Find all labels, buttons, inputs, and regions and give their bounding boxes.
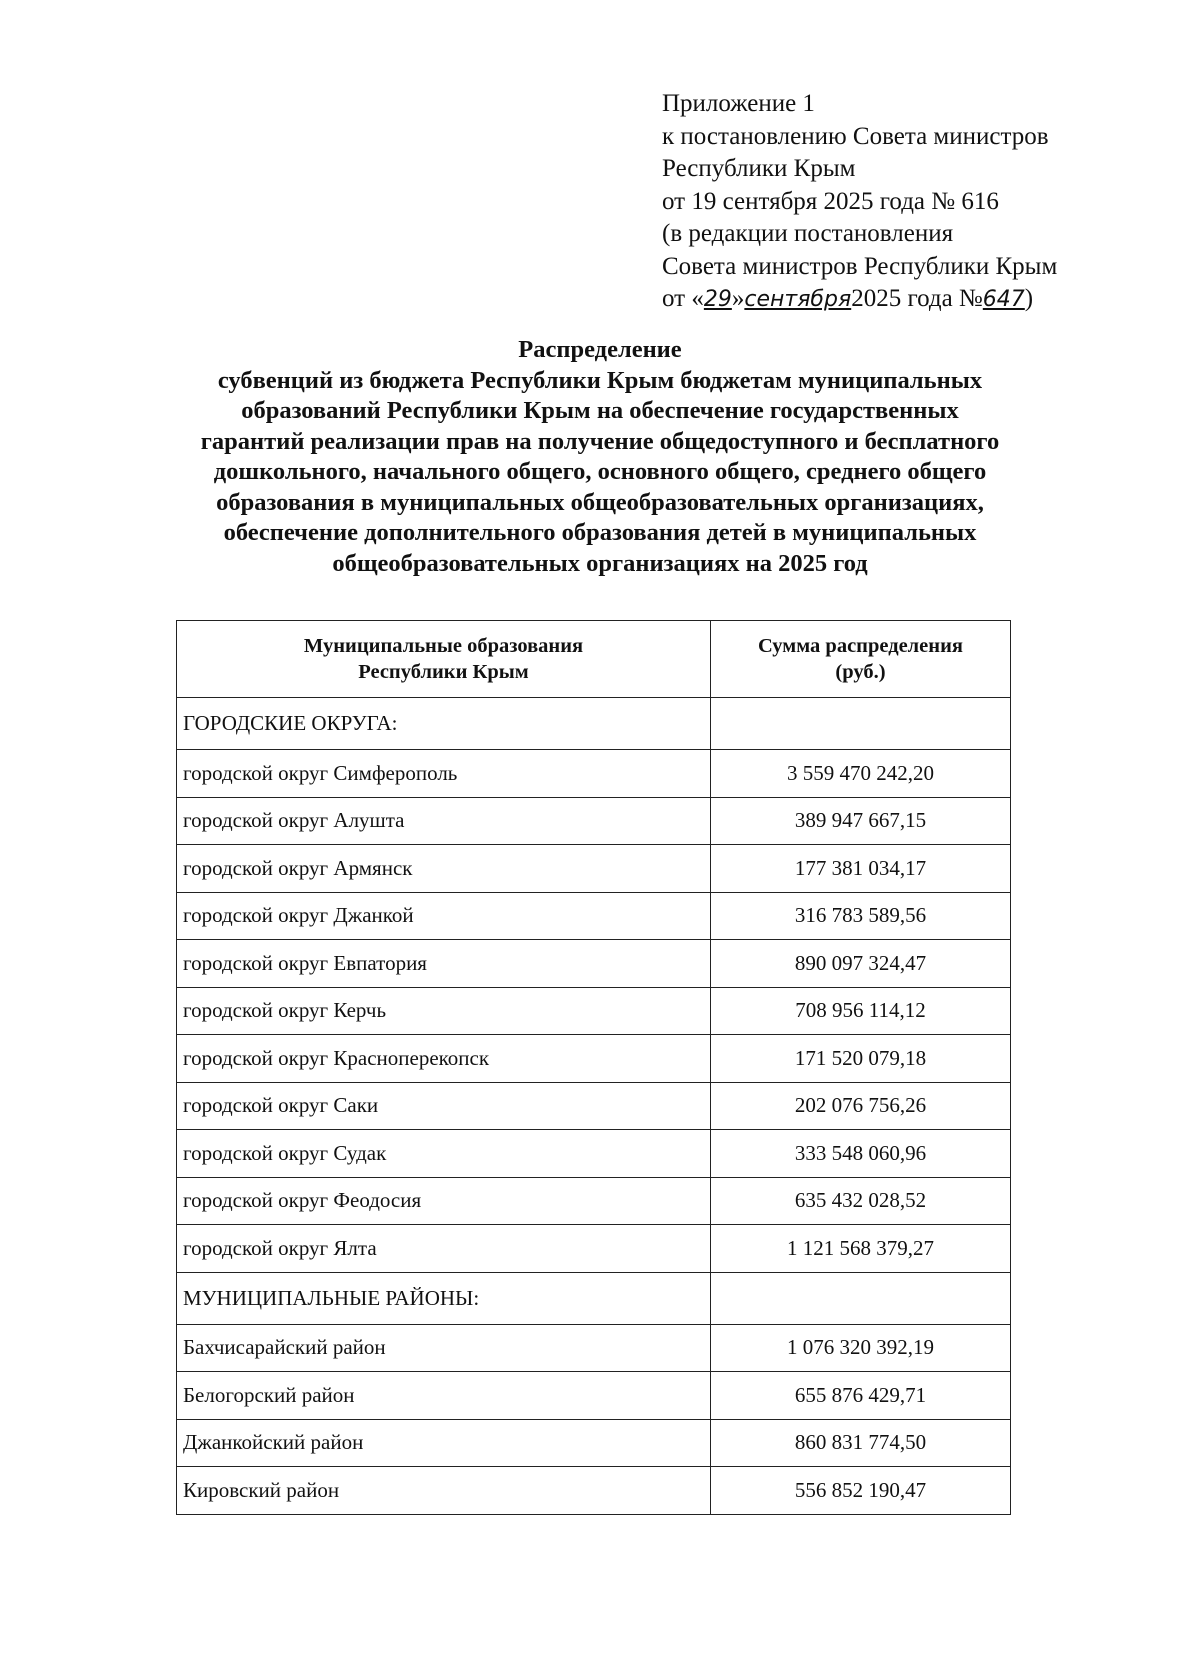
table-row xyxy=(177,1419,1011,1467)
row-name: городской округ Феодосия xyxy=(177,1177,711,1225)
row-amount: 389 947 667,15 xyxy=(711,797,1011,845)
row-amount xyxy=(711,1272,1011,1324)
title-line: обеспечение дополнительного образования детей в муниципальных xyxy=(223,519,977,546)
table-row xyxy=(177,797,1011,845)
appendix-line: (в редакции постановления xyxy=(662,220,954,247)
date-year: 2025 года № xyxy=(851,285,983,312)
row-amount: 171 520 079,18 xyxy=(711,1035,1011,1083)
row-amount: 177 381 034,17 xyxy=(711,845,1011,893)
table-row xyxy=(177,750,1011,798)
row-amount: 635 432 028,52 xyxy=(711,1177,1011,1225)
table-header-row xyxy=(177,621,1011,698)
table-row xyxy=(177,845,1011,893)
row-amount xyxy=(711,698,1011,750)
row-name: городской округ Керчь xyxy=(177,987,711,1035)
row-amount: 708 956 114,12 xyxy=(711,987,1011,1035)
row-amount: 333 548 060,96 xyxy=(711,1130,1011,1178)
title-line: гарантий реализации прав на получение общедоступного и бесплатного xyxy=(200,427,1000,455)
distribution-table xyxy=(176,620,1011,1515)
table-group-row xyxy=(177,1272,1011,1324)
title-line: образований Республики Крым на обеспечение государственных xyxy=(241,397,959,424)
table-row xyxy=(177,987,1011,1035)
row-amount: 890 097 324,47 xyxy=(711,940,1011,988)
row-name: городской округ Джанкой xyxy=(177,892,711,940)
date-mid: » xyxy=(731,285,745,312)
appendix-block xyxy=(662,88,1057,317)
row-amount: 316 783 589,56 xyxy=(711,892,1011,940)
row-name: Джанкойский район xyxy=(177,1419,711,1467)
title-line: субвенций из бюджета Республики Крым бюджетам муниципальных xyxy=(217,366,983,394)
appendix-line: Республики Крым xyxy=(662,155,856,182)
table-group-row xyxy=(177,698,1011,750)
table-row xyxy=(177,1130,1011,1178)
title-line: общеобразовательных организациях на 2025 год xyxy=(332,549,868,577)
title-line: образования в муниципальных общеобразовательных организациях, xyxy=(216,488,984,516)
table-row xyxy=(177,1372,1011,1420)
table-row xyxy=(177,940,1011,988)
row-name: Кировский район xyxy=(177,1467,711,1515)
row-amount: 556 852 190,47 xyxy=(711,1467,1011,1515)
row-name: МУНИЦИПАЛЬНЫЕ РАЙОНЫ: xyxy=(177,1272,711,1324)
handwritten-number: 647 xyxy=(982,287,1025,312)
date-prefix: от « xyxy=(662,285,704,312)
row-name: городской округ Симферополь xyxy=(177,750,711,798)
table-row xyxy=(177,1225,1011,1273)
row-name: ГОРОДСКИЕ ОКРУГА: xyxy=(177,698,711,750)
handwritten-day: 29 xyxy=(703,287,732,312)
row-amount: 202 076 756,26 xyxy=(711,1082,1011,1130)
row-name: городской округ Алушта xyxy=(177,797,711,845)
row-name: городской округ Армянск xyxy=(177,845,711,893)
table-row xyxy=(177,1467,1011,1515)
row-name: городской округ Судак xyxy=(177,1130,711,1178)
row-name: городской округ Красноперекопск xyxy=(177,1035,711,1083)
table-row xyxy=(177,1324,1011,1372)
header-amount: Сумма распределения (руб.) xyxy=(711,621,1011,698)
row-name: городской округ Ялта xyxy=(177,1225,711,1273)
appendix-line: к постановлению Совета министров xyxy=(662,122,1049,150)
handwritten-month: сентября xyxy=(744,287,852,312)
date-suffix: ) xyxy=(1024,285,1034,312)
appendix-line: Совета министров Республики Крым xyxy=(662,252,1058,280)
appendix-line: Приложение 1 xyxy=(662,90,815,117)
document-title xyxy=(140,335,1060,579)
row-name: городской округ Евпатория xyxy=(177,940,711,988)
title-line: дошкольного, начального общего, основного общего, среднего общего xyxy=(213,458,987,485)
row-amount: 860 831 774,50 xyxy=(711,1419,1011,1467)
row-amount: 1 121 568 379,27 xyxy=(711,1225,1011,1273)
table-row xyxy=(177,1082,1011,1130)
row-name: городской округ Саки xyxy=(177,1082,711,1130)
table-row xyxy=(177,1177,1011,1225)
table-row xyxy=(177,1035,1011,1083)
appendix-date-line xyxy=(662,283,1057,317)
title-heading: Распределение xyxy=(518,336,682,363)
header-municipalities: Муниципальные образования Республики Крым xyxy=(177,621,711,698)
row-amount: 655 876 429,71 xyxy=(711,1372,1011,1420)
row-amount: 3 559 470 242,20 xyxy=(711,750,1011,798)
table-row xyxy=(177,892,1011,940)
row-amount: 1 076 320 392,19 xyxy=(711,1324,1011,1372)
appendix-line: от 19 сентября 2025 года № 616 xyxy=(662,187,999,215)
row-name: Белогорский район xyxy=(177,1372,711,1420)
row-name: Бахчисарайский район xyxy=(177,1324,711,1372)
